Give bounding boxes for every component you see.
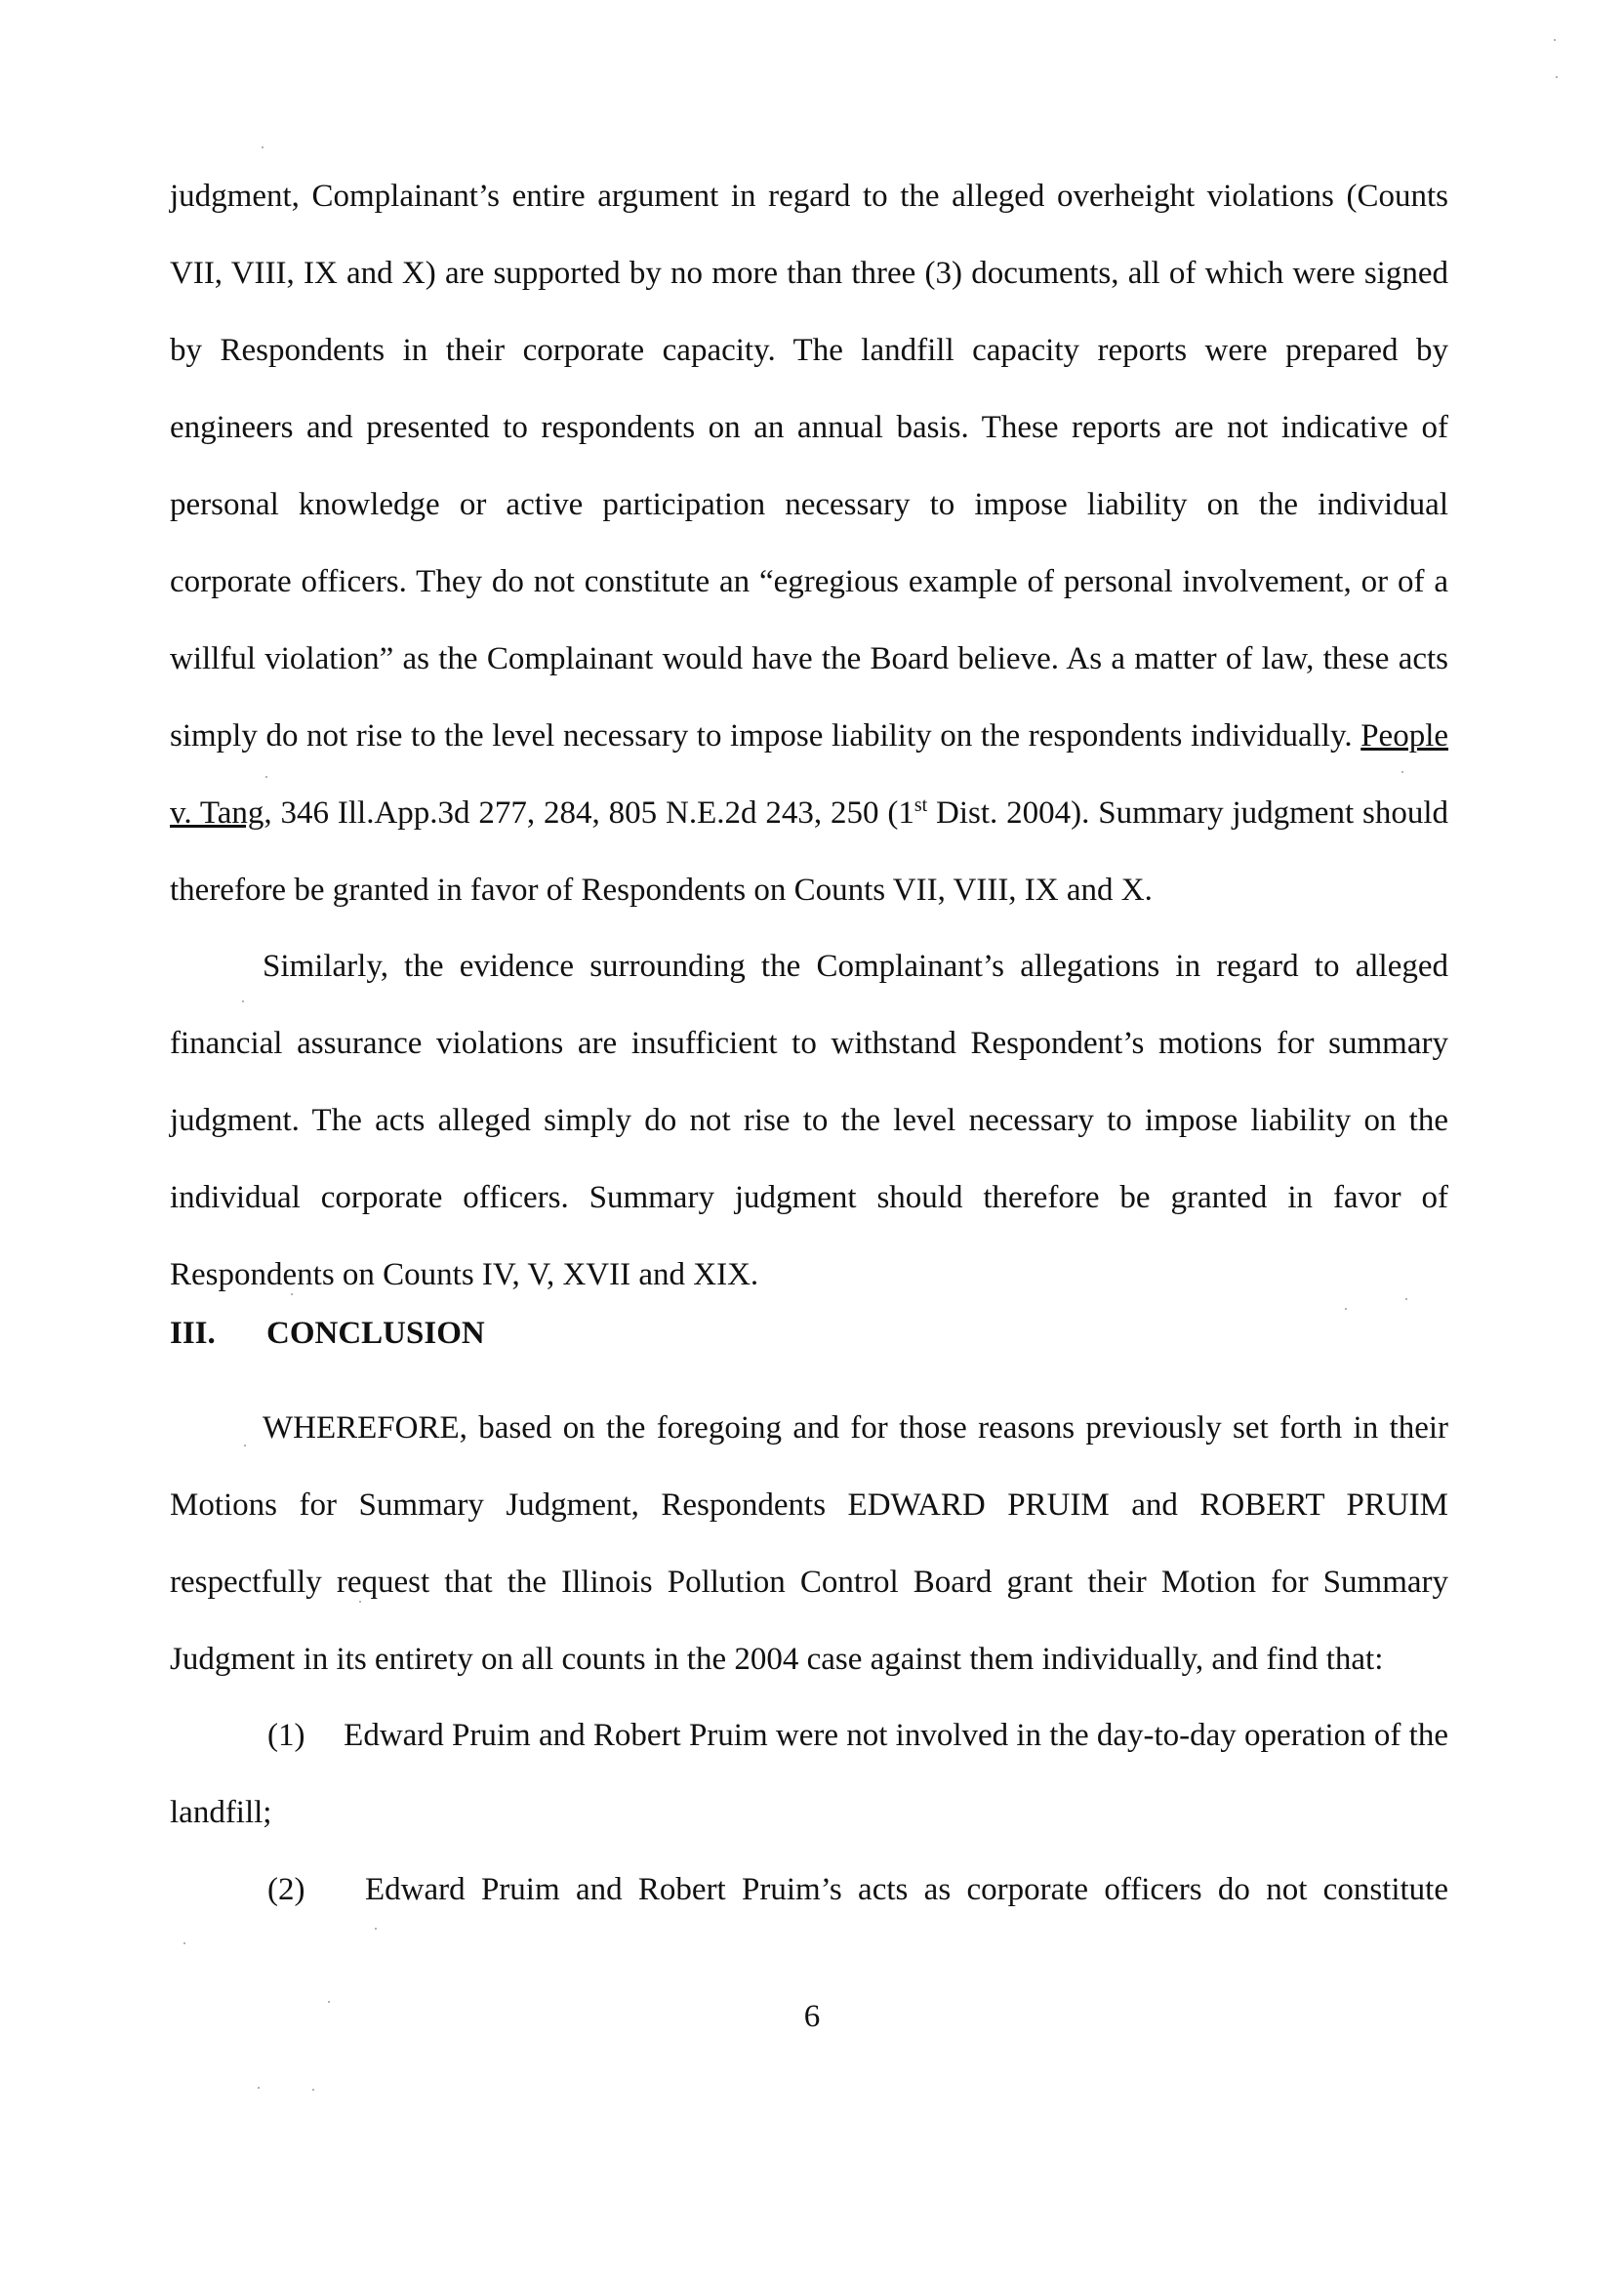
scan-speck (1556, 76, 1558, 78)
section-heading (170, 1316, 485, 1352)
finding-text: Edward Pruim and Robert Pruim were not involved in the day-to-day operation of the (344, 1718, 1448, 1753)
finding-first-line (170, 1697, 1448, 1774)
scan-speck (1345, 1308, 1347, 1310)
scan-speck (265, 776, 267, 778)
scan-speck (244, 1445, 246, 1447)
paragraph-wherefore: WHEREFORE, based on the foregoing and for those reasons previously set forth in their Motions for Summary Judgment, Respondents EDWARD PRUIM and ROBERT PRUIM respectfully request that the Illinois Pollution Control Board grant their Motion for Summary Judgment in its entirety on all counts in the 2004 case against them individually, and find that: (170, 1410, 1448, 1677)
section-title: CONCLUSION (266, 1316, 485, 1351)
case-citation: People v. Tang, (170, 718, 1449, 831)
scan-speck (312, 2089, 314, 2091)
finding-continuation: landfill; (170, 1795, 272, 1830)
page-number: 6 (803, 1999, 821, 2034)
finding-text: Edward Pruim and Robert Pruim’s acts as corporate officers do not constitute (365, 1872, 1448, 1907)
paragraph-overheight-text: judgment, Complainant’s entire argument in regard to the alleged overheight violations (Counts VII, VIII, IX and X) are supported by no more than three (3) documents, all of which were signed by Respondents in their corporate capacity. The landfill capacity reports were prepared by engineers and presented to respondents on an annual basis. These reports are not indicative of personal knowledge or active participation necessary to impose liability on the individual corporate officers. They do not constitute an “egregious example of personal involvement, or of a willful violation” as the Complainant would have the Board believe. As a matter of law, these acts simply do not rise to the level necessary to impose liability on the respondents individually. (170, 179, 1448, 754)
finding-number: (1) (267, 1718, 305, 1753)
scan-speck (183, 1942, 185, 1944)
scan-speck (1401, 771, 1403, 773)
section-number: III. (170, 1316, 216, 1351)
citation-ordinal-suffix: st (914, 795, 928, 816)
scan-speck (375, 1928, 377, 1930)
scan-speck (328, 2001, 330, 2003)
finding-item (170, 1852, 1448, 1929)
scan-speck (1405, 1298, 1407, 1300)
scan-speck (291, 1293, 293, 1295)
scan-speck (242, 1000, 244, 1002)
scan-speck (262, 146, 264, 148)
finding-item (170, 1697, 1448, 1852)
finding-first-line (170, 1852, 1448, 1929)
scan-speck (258, 2087, 260, 2089)
finding-number: (2) (267, 1872, 305, 1907)
paragraph-financial-assurance: Similarly, the evidence surrounding the Complainant’s allegations in regard to alleged financial assurance violations are insufficient to withstand Respondent’s motions for summary judgment. The acts alleged simply do not rise to the level necessary to impose liability on the individual corporate officers. Summary judgment should therefore be granted in favor of Respondents on Counts IV, V, XVII and XIX. (170, 949, 1448, 1292)
scan-speck (359, 1601, 361, 1603)
paragraph-overheight-counts (170, 158, 1448, 929)
citation-reporter: 346 Ill.App.3d 277, 284, 805 N.E.2d 243, 250 (1 (271, 795, 914, 831)
scan-speck (1554, 39, 1556, 41)
citation-conclusion: Dist. 2004). Summary judgment should therefore be granted in favor of Respondents on Counts VII, VIII, IX and X. (170, 795, 1448, 908)
